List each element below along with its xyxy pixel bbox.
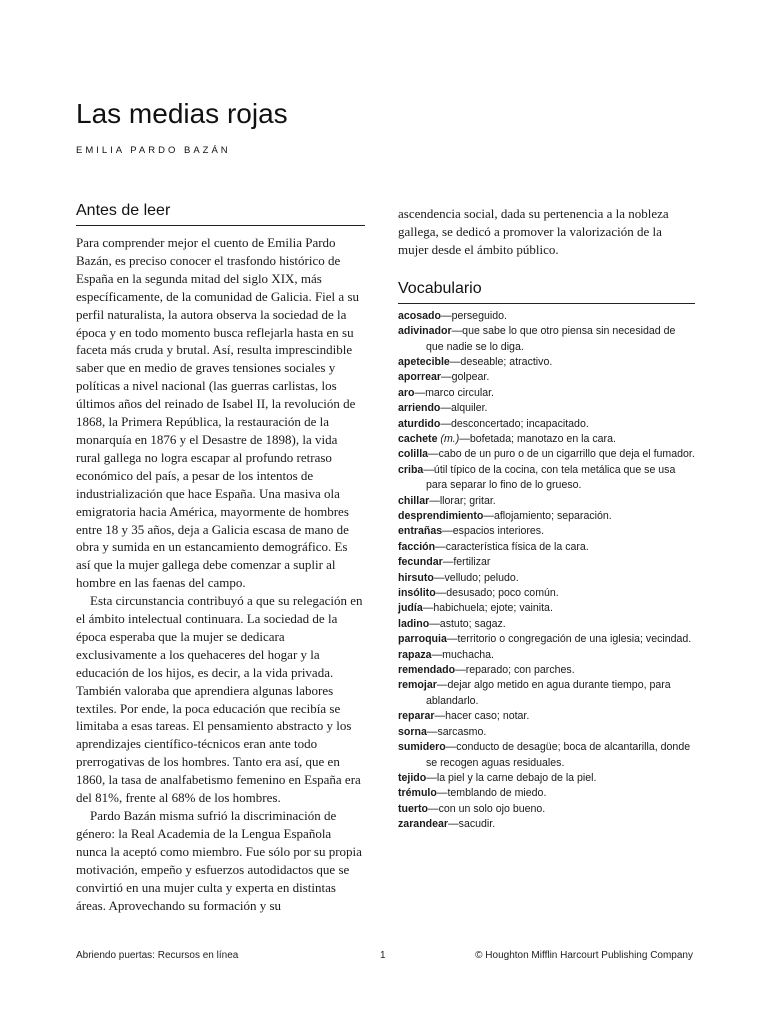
vocab-item — [398, 447, 695, 462]
vocab-definition: —alquiler. — [440, 402, 488, 415]
vocab-item — [398, 571, 695, 586]
vocab-item — [398, 540, 695, 555]
right-column — [398, 200, 695, 833]
vocab-term: aro — [398, 386, 415, 399]
vocab-definition: —astuto; sagaz. — [429, 617, 506, 630]
left-column — [76, 200, 365, 914]
vocab-definition: —cabo de un puro o de un cigarrillo que deja el fumador. — [428, 448, 695, 461]
vocab-item — [398, 324, 695, 355]
vocab-definition: —reparado; con parches. — [455, 664, 575, 677]
vocab-term: aporrear — [398, 371, 441, 384]
vocab-definition: —que sabe lo que otro piensa sin necesidad de que nadie se lo diga. — [426, 325, 676, 353]
vocab-item — [398, 432, 695, 447]
vocab-term: sorna — [398, 725, 427, 738]
vocab-term: criba — [398, 463, 424, 476]
vocab-term: sumidero — [398, 741, 446, 754]
vocab-term: rapaza — [398, 648, 432, 661]
vocab-term: facción — [398, 540, 436, 553]
vocab-term: ladino — [398, 617, 430, 630]
vocab-definition: —la piel y la carne debajo de la piel. — [426, 771, 597, 784]
vocab-term: remendado — [398, 664, 456, 677]
vocab-term: chillar — [398, 494, 430, 507]
vocab-definition: —sarcasmo. — [426, 725, 487, 738]
vocab-definition: —llorar; gritar. — [429, 494, 496, 507]
author-name: EMILIA PARDO BAZÁN — [76, 145, 231, 156]
vocab-definition: —bofetada; manotazo en la cara. — [459, 432, 616, 445]
vocab-definition: —dejar algo metido en agua durante tiempo, para ablandarlo. — [426, 679, 671, 707]
vocab-term: parroquia — [398, 633, 447, 646]
vocab-item — [398, 524, 695, 539]
vocab-definition: —temblando de miedo. — [436, 787, 547, 800]
vocab-term: apetecible — [398, 355, 450, 368]
page-number: 1 — [380, 950, 386, 961]
vocab-definition: —territorio o congregación de una iglesia; vecindad. — [446, 633, 692, 646]
vocab-definition: —característica física de la cara. — [435, 540, 589, 553]
vocab-definition: —muchacha. — [431, 648, 494, 661]
vocab-term: colilla — [398, 448, 429, 461]
vocab-term: adivinador — [398, 325, 452, 338]
vocab-definition: —perseguido. — [440, 309, 507, 322]
vocab-term: judía — [398, 602, 423, 615]
vocab-item — [398, 709, 695, 724]
vocab-item — [398, 678, 695, 709]
vocab-item — [398, 355, 695, 370]
vocab-term: insólito — [398, 587, 436, 600]
vocab-item — [398, 401, 695, 416]
vocab-item — [398, 771, 695, 786]
vocab-item — [398, 309, 695, 324]
vocab-term: acosado — [398, 309, 441, 322]
vocab-item — [398, 632, 695, 647]
vocab-item — [398, 817, 695, 832]
vocab-definition: —desusado; poco común. — [435, 587, 559, 600]
vocab-term: hirsuto — [398, 571, 434, 584]
vocab-definition: —golpear. — [441, 371, 490, 384]
vocab-item — [398, 786, 695, 801]
vocab-item — [398, 586, 695, 601]
antes-body — [76, 234, 365, 914]
vocab-definition: —aflojamiento; separación. — [483, 510, 612, 522]
vocab-term: desprendimiento — [398, 510, 484, 522]
vocab-item — [398, 494, 695, 509]
vocab-item — [398, 663, 695, 678]
vocab-term: trémulo — [398, 787, 437, 800]
vocab-definition: —útil típico de la cocina, con tela metálica que se usa para separar lo fino de lo grueso. — [423, 463, 676, 492]
antes-continuation: ascendencia social, dada su pertenencia a la nobleza gallega, se dedicó a promover la valorización de la mujer desde el ámbito público. — [398, 206, 669, 257]
section-heading-vocabulario: Vocabulario — [398, 278, 695, 304]
section-heading-antes: Antes de leer — [76, 200, 365, 226]
vocab-term: zarandear — [398, 818, 449, 831]
vocab-item — [398, 555, 695, 570]
vocab-definition: —conducto de desagüe; boca de alcantarilla, donde se recogen aguas residuales. — [426, 741, 691, 769]
vocab-definition: —hacer caso; notar. — [434, 710, 530, 723]
vocab-item — [398, 601, 695, 616]
antes-paragraph: Para comprender mejor el cuento de Emilia Pardo Bazán, es preciso conocer el trasfondo histórico de España en la segunda mitad del siglo XIX, más específicamente, de la comunidad de Galicia. Fiel a su perfil naturalista, la autora observa la sociedad de la época y en todo momento busca reflejarla hasta en su faceta más cruda y brutal. Así, resulta imprescindible saber que en medio de graves tensiones sociales y políticas a nivel nacional (las guerras carlistas, los últimos años del reinado de Isabel II, la revolución de 1868, la Primera República, la restauración de la monarquía en 1876 y el Desastre de 1898), la vida rural gallega no logra escapar al profundo retraso económico del país, a pesar de los intentos de industrialización que hace España. Una masiva ola emigratoria hacia América, mayormente de hombres entre 18 y 35 años, deja a Galicia escasa de mano de obra y sumida en un estancamiento demográfico. Es así que la mujer gallega debe comenzar a suplir al hombre en las faenas del campo. — [76, 235, 359, 591]
vocab-item — [398, 417, 695, 432]
footer-copyright: © Houghton Mifflin Harcourt Publishing Company — [475, 950, 693, 961]
vocab-definition: —velludo; peludo. — [433, 571, 519, 584]
vocab-term: tejido — [398, 771, 427, 784]
antes-paragraph: Esta circunstancia contribuyó a que su relegación en el ámbito intelectual continuara. La sociedad de la época esperaba que la mujer se dedicara exclusivamente a los quehaceres del hogar y la educación de los hijos, es decir, a la vida privada. También valoraba que aprendiera algunas labores textiles. Por ende, la poca educación que recibía se limitaba a esas tareas. El pensamiento abstracto y los aprendizajes científico-técnicos eran ante todo prerrogativas de los hombres. Tanto era así, que en 1860, la tasa de analfabetismo femenino en España era del 81%, frente al 68% de los hombres. — [76, 593, 363, 806]
vocab-grammar-note: (m.) — [437, 432, 460, 445]
vocab-item — [398, 370, 695, 385]
vocab-term: arriendo — [398, 402, 441, 415]
vocab-definition: —deseable; atractivo. — [449, 355, 553, 368]
vocab-definition: —sacudir. — [448, 818, 496, 831]
footer-publication: Abriendo puertas: Recursos en línea — [76, 950, 239, 961]
vocab-definition: —habichuela; ejote; vainita. — [422, 602, 553, 615]
vocab-term: tuerto — [398, 802, 429, 815]
vocab-term: entrañas — [398, 525, 443, 538]
vocab-item — [398, 648, 695, 663]
vocab-definition: —desconcertado; incapacitado. — [440, 417, 589, 430]
vocab-item — [398, 725, 695, 740]
vocab-list — [398, 309, 695, 833]
vocab-item — [398, 463, 695, 494]
page-footer — [76, 950, 693, 964]
vocab-definition: —con un solo ojo bueno. — [428, 802, 546, 815]
vocab-item — [398, 740, 695, 771]
vocab-definition: —fertilizar — [442, 556, 491, 569]
vocab-term: reparar — [398, 710, 435, 723]
page-title: Las medias rojas — [76, 98, 288, 129]
vocab-term: fecundar — [398, 556, 443, 569]
vocab-definition: —marco circular. — [414, 386, 494, 399]
vocab-item — [398, 509, 695, 524]
vocab-item — [398, 617, 695, 632]
vocab-term: cachete — [398, 432, 438, 445]
antes-paragraph: Pardo Bazán misma sufrió la discriminación de género: la Real Academia de la Lengua Española nunca la aceptó como miembro. Fue sólo por su propia motivación, empeño y esfuerzos autodidactos que se convirtió en una mujer culta y experta en distintas áreas. Aprovechando su formación y su — [76, 808, 362, 913]
vocab-item — [398, 802, 695, 817]
vocab-term: remojar — [398, 679, 437, 692]
vocab-term: aturdido — [398, 417, 441, 430]
vocab-item — [398, 386, 695, 401]
vocab-definition: —espacios interiores. — [442, 525, 545, 538]
